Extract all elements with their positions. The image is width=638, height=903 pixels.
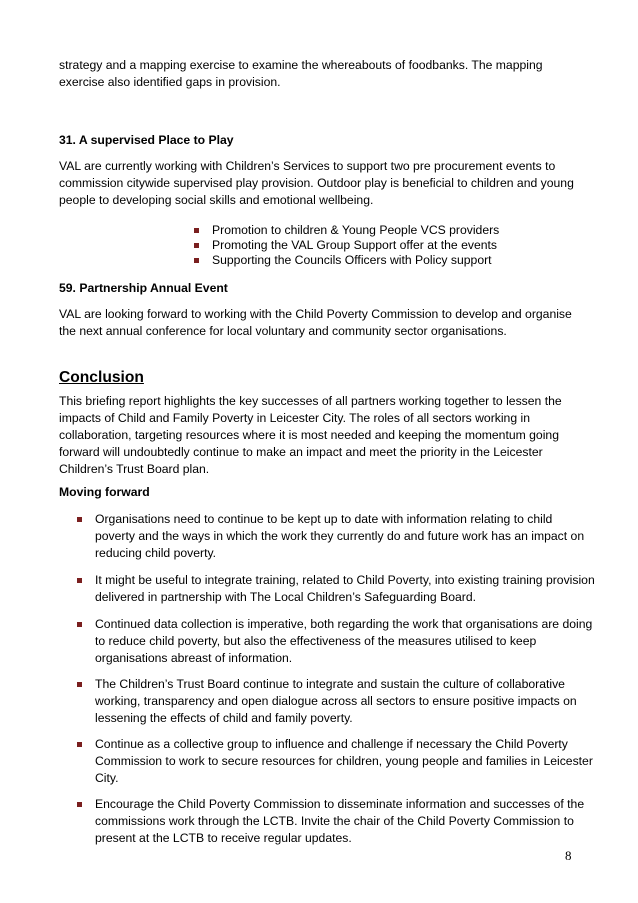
bullet-text: Continued data collection is imperative, both regarding the work that organisations are doing to reduce child poverty, but also the effectiveness of the measures utilised to keep organisations abreast of information.	[95, 617, 593, 665]
conclusion-body: This briefing report highlights the key successes of all partners working together to lessen the impacts of Child and Family Poverty in Leicester City. The roles of all sectors working in collaboration, targeting resources where it is most needed and keeping the momentum going forward will undoubtedly continue to make an impact and meet the priority in the Leicester Children’s Trust Board plan.	[59, 394, 562, 476]
page-number: 8	[565, 848, 572, 863]
bullet-square-icon	[77, 622, 82, 627]
bullet-square-icon	[77, 517, 82, 522]
conclusion-heading: Conclusion	[59, 369, 144, 386]
bullet-text: Continue as a collective group to influence and challenge if necessary the Child Poverty Commission to work to secure resources for children, young people and families in Leicester City.	[95, 737, 593, 785]
bullet-square-icon	[77, 578, 82, 583]
bullet-text: Promotion to children & Young People VCS providers	[212, 223, 500, 237]
bullet-square-icon	[194, 228, 199, 233]
section-59-heading: 59. Partnership Annual Event	[59, 281, 228, 295]
bullet-text: Organisations need to continue to be kept up to date with information relating to child poverty and the ways in which the work they currently do and future work has an impact on reducing child poverty.	[95, 512, 585, 560]
section-31-body: VAL are currently working with Children’s Services to support two pre procurement events to commission citywide supervised play provision. Outdoor play is beneficial to children and young people to developing social skills and emotional wellbeing.	[59, 159, 574, 207]
bullet-text: Promoting the VAL Group Support offer at the events	[212, 238, 497, 252]
section-31-heading: 31. A supervised Place to Play	[59, 133, 234, 147]
intro-paragraph: strategy and a mapping exercise to examine the whereabouts of foodbanks. The mapping exercise also identified gaps in provision.	[59, 58, 543, 89]
bullet-text: The Children’s Trust Board continue to integrate and sustain the culture of collaborative working, transparency and open dialogue across all sectors to ensure positive impacts on lessening the effects of child and family poverty.	[95, 677, 577, 725]
bullet-square-icon	[77, 802, 82, 807]
moving-forward-heading: Moving forward	[59, 485, 150, 499]
bullet-square-icon	[77, 682, 82, 687]
section-59-body: VAL are looking forward to working with the Child Poverty Commission to develop and organise the next annual conference for local voluntary and community sector organisations.	[59, 307, 572, 338]
bullet-square-icon	[194, 258, 199, 263]
bullet-text: Supporting the Councils Officers with Policy support	[212, 253, 492, 267]
bullet-text: It might be useful to integrate training, related to Child Poverty, into existing training provision delivered in partnership with The Local Children’s Safeguarding Board.	[95, 573, 595, 604]
bullet-square-icon	[77, 742, 82, 747]
bullet-square-icon	[194, 243, 199, 248]
bullet-text: Encourage the Child Poverty Commission to disseminate information and successes of the commissions work through the LCTB. Invite the chair of the Child Poverty Commission to present at the LCTB to receive regular updates.	[95, 797, 585, 845]
